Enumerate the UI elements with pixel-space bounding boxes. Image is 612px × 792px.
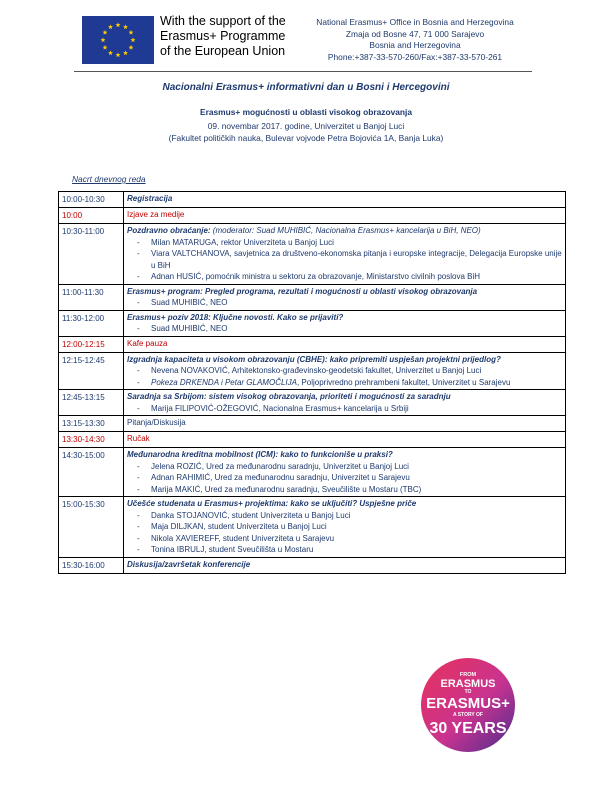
eu-star-icon	[108, 24, 113, 29]
logo-from: FROM	[459, 672, 477, 678]
session-title: Pitanja/Diskusija	[127, 418, 186, 427]
eu-stars-icon	[82, 16, 154, 64]
speaker-role: , student Univerziteta u Banjoj Luci	[203, 522, 327, 531]
header-divider	[74, 71, 532, 72]
agenda-row	[59, 336, 566, 352]
agenda-time: 15:30-16:00	[59, 557, 124, 573]
agenda-session	[124, 310, 566, 336]
office-address	[292, 17, 538, 63]
agenda-row	[59, 497, 566, 558]
speaker-name: Milan MATARUGA	[151, 237, 217, 247]
speaker-line	[127, 510, 563, 522]
eu-star-icon	[103, 45, 108, 50]
session-moderator: (moderator: Suad MUHIBIĆ, Nacionalna Erasmus+ kancelarija u BiH, NEO)	[210, 226, 481, 235]
event-venue: (Fakultet političkih nauka, Bulevar vojvode Petra Bojovića 1A, Banja Luka)	[168, 133, 444, 143]
agenda-time: 10:30-11:00	[59, 224, 124, 285]
eu-support-line: With the support of the	[160, 14, 286, 28]
session-title: Erasmus+ poziv 2018: Ključne novosti. Kako se prijaviti?	[127, 312, 344, 322]
agenda-time: 10:00	[59, 208, 124, 224]
session-title: Izgradnja kapaciteta u visokom obrazovanju (CBHE): kako pripremiti uspješan projektni prijedlog?	[127, 354, 501, 364]
speaker-name: Marija MAKIĆ	[151, 484, 201, 494]
eu-flag-logo	[82, 16, 154, 64]
speaker-name: Suad MUHIBIĆ	[151, 324, 206, 333]
office-phone: Phone:+387-33-570-260/Fax:+387-33-570-261	[327, 51, 503, 62]
speaker-name: Danka STOJANOVIĆ	[151, 510, 228, 520]
session-title-line	[127, 391, 563, 403]
speaker-role: , Ured za međunarodnu saradnju, Sveučilište u Mostaru (TBC)	[200, 484, 422, 494]
eu-support-text	[160, 14, 286, 59]
speaker-role: , student Univerziteta u Sarajevu	[218, 533, 335, 543]
eu-support-line: of the European Union	[160, 44, 286, 58]
session-title-line	[127, 449, 563, 461]
session-title-line	[127, 193, 563, 205]
agenda-row	[59, 310, 566, 336]
speaker-line	[127, 521, 563, 533]
speaker-role: , Ured za međunarodnu saradnju, Univerzitet u Banjoj Luci	[201, 461, 409, 471]
speaker-name: Tonina IBRULJ	[151, 545, 205, 554]
agenda-session	[124, 192, 566, 208]
session-title-line	[127, 433, 563, 445]
agenda-row	[59, 352, 566, 390]
speaker-line	[127, 271, 563, 283]
speaker-line	[127, 323, 563, 335]
speaker-name: Adnan HUSIĆ	[151, 272, 202, 281]
speaker-name: Adnan RAHIMIĆ	[151, 473, 211, 482]
agenda-session	[124, 557, 566, 573]
agenda-row	[59, 284, 566, 310]
agenda-session	[124, 224, 566, 285]
eu-star-icon	[131, 37, 136, 42]
agenda-table	[58, 191, 566, 574]
agenda-time: 11:00-11:30	[59, 284, 124, 310]
speaker-name: Pokeza DRKENDA i Petar GLAMOČLIJA	[151, 377, 297, 387]
document-subtitle: Erasmus+ mogućnosti u oblasti visokog obrazovanja	[200, 107, 412, 117]
agenda-session	[124, 352, 566, 390]
session-title-line	[127, 498, 563, 510]
speaker-role: , Poljoprivredno prehrambeni fakultet, Univerzitet u Sarajevu	[296, 377, 511, 387]
speaker-role: , Nacionalna Erasmus+ kancelarija u Srbiji	[258, 403, 409, 413]
speaker-name: Viara VALTCHANOVA	[151, 249, 230, 258]
agenda-time: 10:00-10:30	[59, 192, 124, 208]
agenda-session	[124, 432, 566, 448]
agenda-time: 15:00-15:30	[59, 497, 124, 558]
agenda-row	[59, 432, 566, 448]
agenda-heading: Nacrt dnevnog reda	[72, 174, 146, 184]
speaker-role: , pomoćnik ministra u sektoru za obrazovanje, Ministarstvo civilnih poslova BiH	[201, 272, 481, 281]
eu-star-icon	[103, 30, 108, 35]
session-title-line	[127, 209, 563, 221]
speaker-role: , NEO	[205, 298, 228, 307]
eu-star-icon	[116, 22, 121, 27]
agenda-time: 11:30-12:00	[59, 310, 124, 336]
session-title-line	[127, 354, 563, 366]
agenda-row	[59, 416, 566, 432]
eu-star-icon	[129, 30, 134, 35]
speaker-name: Jelena ROZIĆ	[151, 461, 202, 471]
speaker-role: , NEO	[205, 324, 228, 333]
agenda-session	[124, 390, 566, 416]
document-title: Nacionalni Erasmus+ informativni dan u Bosni i Hercegovini	[162, 82, 450, 93]
agenda-time: 13:30-14:30	[59, 432, 124, 448]
session-title: Učešće studenata u Erasmus+ projektima: kako se uključiti? Uspješne priče	[127, 499, 417, 508]
agenda-time: 12:15-12:45	[59, 352, 124, 390]
logo-erasmus-plus: ERASMUS+	[426, 695, 510, 712]
speaker-role: , student Sveučilišta u Mostaru	[204, 545, 314, 554]
speaker-line	[127, 237, 563, 249]
agenda-time: 14:30-15:00	[59, 448, 124, 497]
speaker-line	[127, 377, 563, 389]
speaker-line	[127, 484, 563, 496]
agenda-row	[59, 224, 566, 285]
agenda-row	[59, 208, 566, 224]
eu-star-icon	[108, 50, 113, 55]
session-title: Pozdravno obraćanje:	[127, 226, 211, 235]
speaker-line	[127, 533, 563, 545]
speaker-line	[127, 544, 563, 556]
speaker-name: Marija FILIPOVIĆ-OŽEGOVIĆ	[151, 403, 259, 413]
session-title-line	[127, 312, 563, 324]
agenda-row	[59, 192, 566, 208]
erasmus-30-years-logo	[420, 657, 516, 753]
agenda-session	[124, 448, 566, 497]
speaker-role: , Ured za međunarodnu saradnju, Univerzitet u Sarajevu	[210, 473, 410, 482]
speaker-line	[127, 248, 563, 271]
eu-support-line: Erasmus+ Programme	[160, 29, 286, 43]
event-info	[0, 120, 612, 144]
session-title: Ručak	[127, 434, 150, 443]
logo-erasmus: ERASMUS	[440, 678, 496, 690]
office-street: Zmaja od Bosne 47, 71 000 Sarajevo	[345, 28, 485, 39]
session-title-line	[127, 225, 563, 237]
eu-star-icon	[116, 52, 121, 57]
agenda-session	[124, 284, 566, 310]
speaker-name: Maja DILJKAN	[151, 522, 204, 531]
logo-to: TO	[464, 689, 472, 695]
speaker-role: , rektor Univerziteta u Banjoj Luci	[216, 237, 334, 247]
office-country: Bosnia and Herzegovina	[369, 40, 461, 50]
speaker-role: , savjetnica za društveno-ekonomska pitanja i europske integracije, Delegacija Europske unije u BiH	[151, 249, 562, 270]
agenda-row	[59, 557, 566, 573]
agenda-time: 12:00-12:15	[59, 336, 124, 352]
event-date: 09. novembar 2017. godine, Univerzitet u Banjoj Luci	[207, 121, 405, 131]
session-title: Kafe pauza	[127, 338, 168, 348]
session-title: Saradnja sa Srbijom: sistem visokog obrazovanja, prioriteti i mogućnosti za saradnju	[127, 392, 451, 401]
speaker-name: Suad MUHIBIĆ	[151, 298, 206, 307]
session-title: Izjave za medije	[127, 210, 185, 219]
speaker-role: , student Univerziteta u Banjoj Luci	[227, 510, 351, 520]
eu-star-icon	[129, 45, 134, 50]
session-title: Međunarodna kreditna mobilnost (ICM): kako to funkcioniše u praksi?	[127, 450, 393, 459]
eu-star-icon	[123, 24, 128, 29]
agenda-row	[59, 390, 566, 416]
session-title: Erasmus+ program: Pregled programa, rezultati i mogućnosti u oblasti visokog obrazovanja	[127, 286, 478, 296]
session-title-line	[127, 338, 563, 350]
logo-story: A STORY OF	[452, 712, 484, 718]
agenda-time: 13:15-13:30	[59, 416, 124, 432]
speaker-name: Nevena NOVAKOVIĆ	[151, 366, 228, 375]
logo-30-years: 30 YEARS	[429, 720, 507, 737]
agenda-session	[124, 208, 566, 224]
speaker-name: Nikola XAVIEREFF	[151, 533, 219, 543]
agenda-session	[124, 336, 566, 352]
agenda-row	[59, 448, 566, 497]
speaker-line	[127, 461, 563, 473]
agenda-time: 12:45-13:15	[59, 390, 124, 416]
session-title-line	[127, 417, 563, 429]
session-title: Registracija	[127, 194, 173, 203]
speaker-line	[127, 297, 563, 309]
speaker-line	[127, 403, 563, 415]
eu-star-icon	[101, 37, 106, 42]
session-title-line	[127, 286, 563, 298]
agenda-session	[124, 497, 566, 558]
speaker-line	[127, 472, 563, 484]
speaker-line	[127, 365, 563, 377]
speaker-role: , Arhitektonsko-građevinsko-geodetski fakultet, Univerzitet u Banjoj Luci	[227, 366, 482, 375]
agenda-session	[124, 416, 566, 432]
session-title-line	[127, 559, 563, 571]
eu-star-icon	[123, 50, 128, 55]
office-name: National Erasmus+ Office in Bosnia and Herzegovina	[316, 17, 514, 27]
session-title: Diskusija/završetak konferencije	[127, 559, 251, 569]
